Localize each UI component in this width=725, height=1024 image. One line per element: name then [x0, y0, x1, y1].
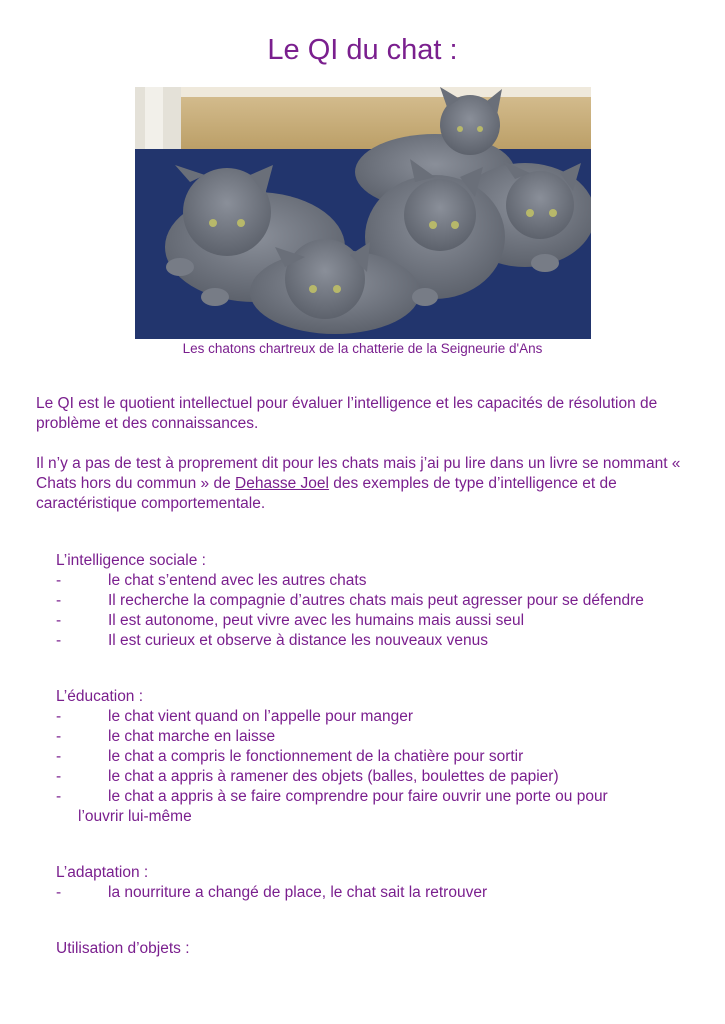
intro-paragraph-1: Le QI est le quotient intellectuel pour évaluer l’intelligence et les capacités de résolution de problème et des connaissances. [36, 395, 658, 432]
list-item-text: le chat a compris le fonctionnement de la chatière pour sortir [108, 748, 524, 765]
list-bullet: - [56, 748, 62, 765]
list-item-text: le chat marche en laisse [108, 728, 276, 745]
kittens-photo [135, 87, 591, 339]
list-bullet: - [56, 884, 62, 901]
intro-paragraph-2-text: Il n’y a pas de test à proprement dit pour les chats mais j’ai pu lire dans un livre se nommant « Chats hors du commun » de [36, 455, 681, 492]
list-bullet: - [56, 708, 62, 725]
list-item-text: le chat vient quand on l’appelle pour manger [108, 708, 414, 725]
photo-caption: Les chatons chartreux de la chatterie de la Seigneurie d'Ans [182, 341, 543, 356]
list-item-text: le chat s’entend avec les autres chats [108, 572, 367, 589]
section-title-adaptation: L’adaptation : [56, 864, 149, 881]
list-item-text: Il recherche la compagnie d’autres chats mais peut agresser pour se défendre [108, 592, 644, 609]
list-item-text: le chat a appris à ramener des objets (balles, boulettes de papier) [108, 768, 559, 785]
list-bullet: - [56, 612, 62, 629]
list-bullet: - [56, 592, 62, 609]
author-link[interactable]: Dehasse Joel [235, 475, 329, 492]
intro-paragraph-2-tail: des exemples de type d’intelligence et de caractéristique comportementale. [36, 475, 617, 512]
page-title: Le QI du chat : [267, 34, 458, 66]
intro-paragraph-2 [36, 454, 696, 514]
list-bullet: - [56, 572, 62, 589]
list-item-text: Il est autonome, peut vivre avec les humains mais aussi seul [108, 612, 525, 629]
list-bullet: - [56, 788, 62, 805]
list-bullet: - [56, 728, 62, 745]
list-item-text: le chat a appris à se faire comprendre pour faire ouvrir une porte ou pour [108, 788, 608, 805]
section-title-education: L’éducation : [56, 688, 144, 705]
list-item-continuation: l’ouvrir lui-même [78, 808, 192, 825]
list-bullet: - [56, 632, 62, 649]
list-bullet: - [56, 768, 62, 785]
list-item-text: la nourriture a changé de place, le chat sait la retrouver [108, 884, 488, 901]
list-item-text: Il est curieux et observe à distance les nouveaux venus [108, 632, 488, 649]
section-title-objects: Utilisation d’objets : [56, 940, 190, 957]
section-title-social: L’intelligence sociale : [56, 552, 206, 569]
